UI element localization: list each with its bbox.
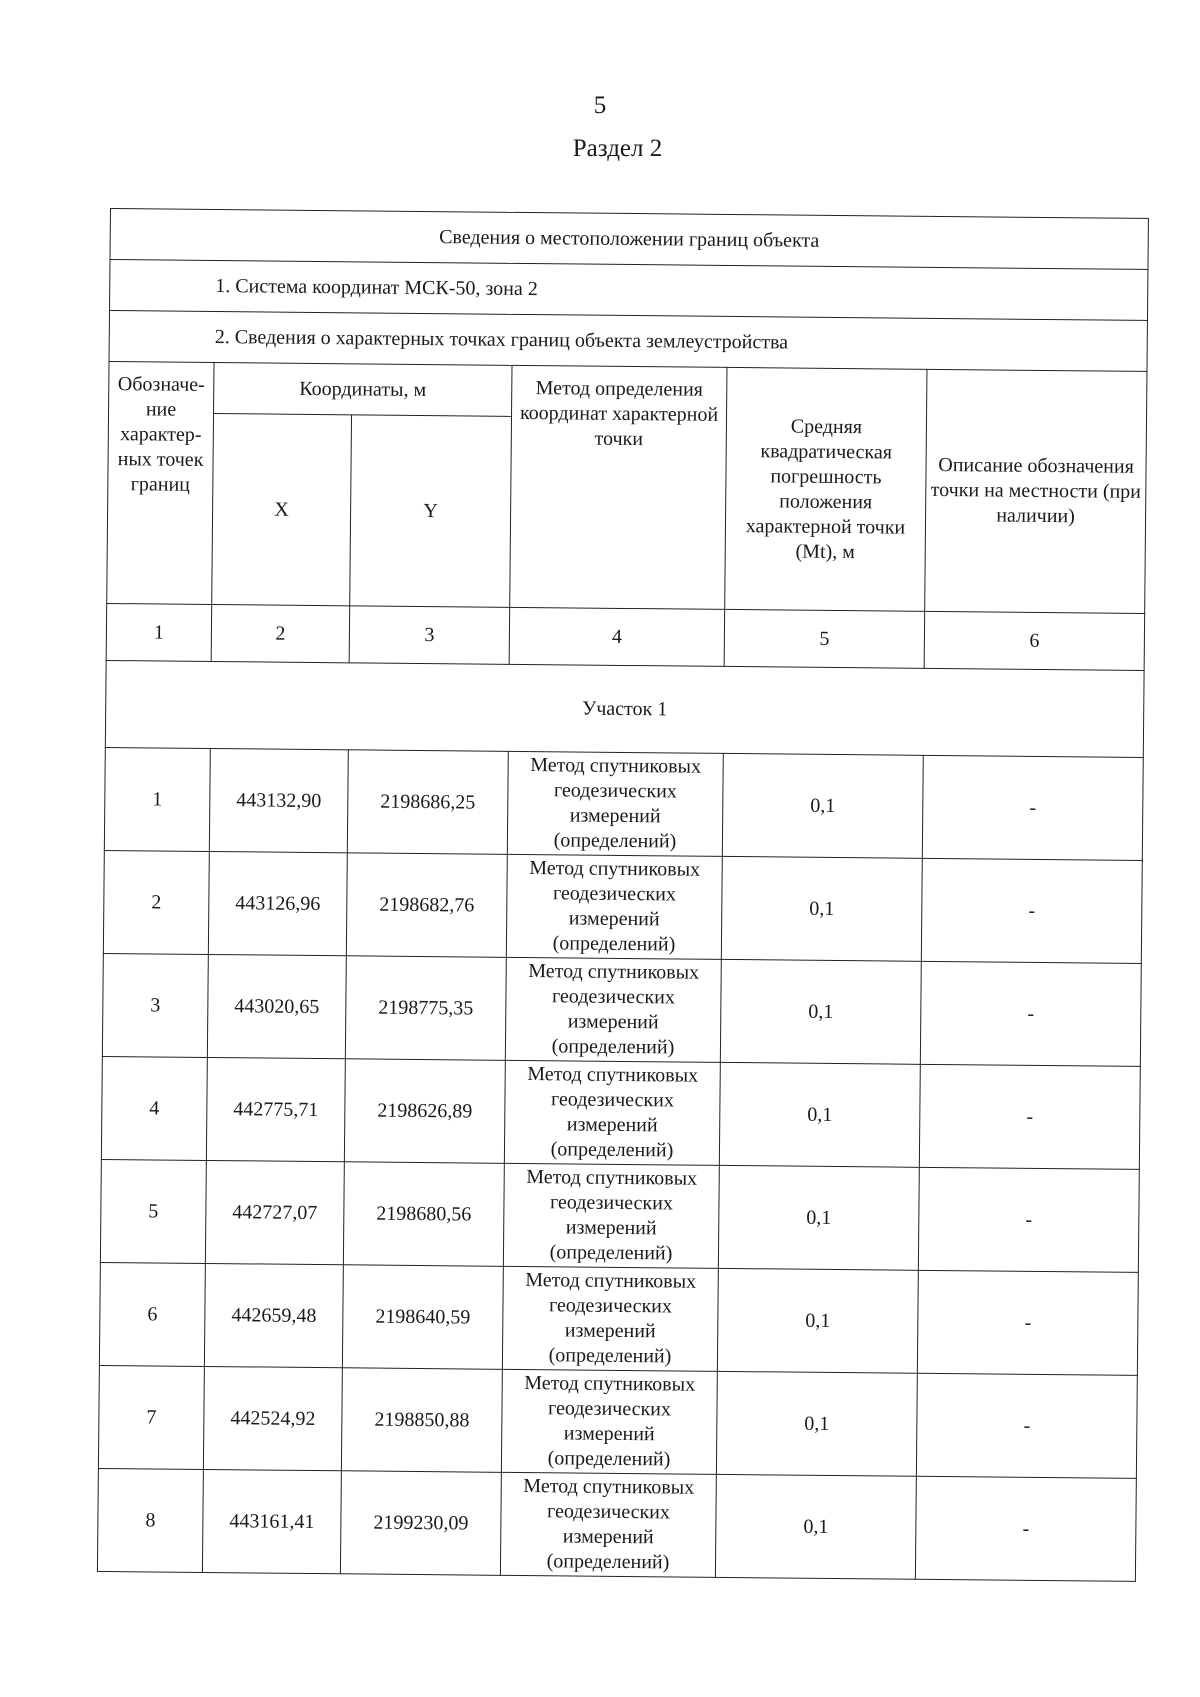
point-description: - bbox=[916, 1373, 1137, 1478]
point-number: 2 bbox=[103, 850, 209, 954]
point-y: 2198640,59 bbox=[342, 1265, 503, 1370]
column-numbers-row bbox=[106, 603, 1144, 670]
point-description: - bbox=[922, 755, 1143, 860]
point-y: 2198682,76 bbox=[346, 853, 507, 958]
table-row bbox=[100, 1159, 1139, 1272]
table-row bbox=[103, 850, 1142, 963]
column-number: 5 bbox=[724, 609, 925, 668]
point-method: Метод спутниковых геодезических измерений (определений) bbox=[504, 1060, 720, 1165]
point-y: 2199230,09 bbox=[340, 1471, 501, 1576]
point-x: 443020,65 bbox=[207, 954, 346, 1058]
point-y: 2198626,89 bbox=[344, 1059, 505, 1164]
column-number: 4 bbox=[509, 607, 725, 666]
point-mt: 0,1 bbox=[717, 1268, 918, 1373]
point-number: 6 bbox=[99, 1262, 205, 1366]
point-mt: 0,1 bbox=[719, 1062, 920, 1167]
point-method: Метод спутниковых геодезических измерений (определений) bbox=[506, 854, 722, 959]
column-number: 1 bbox=[106, 603, 212, 661]
table-row bbox=[104, 747, 1143, 860]
point-description: - bbox=[918, 1167, 1139, 1272]
table-row bbox=[99, 1262, 1138, 1375]
point-x: 442727,07 bbox=[205, 1160, 344, 1264]
point-number: 3 bbox=[102, 953, 208, 1057]
table-row bbox=[97, 1468, 1136, 1581]
point-y: 2198850,88 bbox=[341, 1368, 502, 1473]
parcel-label: Участок 1 bbox=[105, 660, 1144, 757]
header-method: Метод определения координат характерной точки bbox=[510, 365, 727, 609]
point-description: - bbox=[915, 1476, 1136, 1581]
section-title: Раздел 2 bbox=[572, 135, 663, 162]
point-x: 442524,92 bbox=[203, 1366, 342, 1470]
coordinate-system: 1. Система координат МСК-50, зона 2 bbox=[110, 260, 1148, 321]
point-method: Метод спутниковых геодезических измерений (определений) bbox=[503, 1163, 719, 1268]
point-mt: 0,1 bbox=[720, 959, 921, 1064]
point-x: 443132,90 bbox=[209, 748, 348, 852]
header-error: Средняя квадратическая погрешность положения характерной точки (Mt), м bbox=[725, 367, 927, 611]
point-x: 442775,71 bbox=[206, 1057, 345, 1161]
point-number: 1 bbox=[104, 747, 210, 851]
point-method: Метод спутниковых геодезических измерений (определений) bbox=[505, 957, 721, 1062]
point-y: 2198775,35 bbox=[345, 956, 506, 1061]
point-x: 442659,48 bbox=[204, 1263, 343, 1367]
point-mt: 0,1 bbox=[721, 856, 922, 961]
column-number: 3 bbox=[349, 606, 510, 665]
point-method: Метод спутниковых геодезических измерений (определений) bbox=[501, 1369, 717, 1474]
point-number: 5 bbox=[100, 1159, 206, 1263]
point-y: 2198686,25 bbox=[347, 750, 508, 855]
point-number: 7 bbox=[98, 1365, 204, 1469]
header-coordinates: Координаты, м bbox=[214, 363, 512, 417]
point-description: - bbox=[921, 858, 1142, 963]
points-section-title: 2. Сведения о характерных точках границ объекта землеустройства bbox=[109, 311, 1147, 372]
point-description: - bbox=[919, 1064, 1140, 1169]
point-mt: 0,1 bbox=[716, 1371, 917, 1476]
column-number: 6 bbox=[924, 611, 1145, 670]
table-row bbox=[98, 1365, 1137, 1478]
point-method: Метод спутниковых геодезических измерений (определений) bbox=[507, 751, 723, 856]
header-x: X bbox=[212, 414, 352, 606]
boundary-points-table bbox=[97, 208, 1149, 1582]
point-y: 2198680,56 bbox=[343, 1162, 504, 1267]
page-number: 5 bbox=[593, 92, 607, 119]
point-method: Метод спутниковых геодезических измерений (определений) bbox=[502, 1266, 718, 1371]
point-number: 4 bbox=[101, 1056, 207, 1160]
point-x: 443126,96 bbox=[208, 851, 347, 955]
point-mt: 0,1 bbox=[722, 753, 923, 858]
point-method: Метод спутниковых геодезических измерений (определений) bbox=[500, 1472, 716, 1577]
table-title: Сведения о местоположении границ объекта bbox=[110, 209, 1148, 270]
point-description: - bbox=[920, 961, 1141, 1066]
table-row bbox=[102, 953, 1141, 1066]
point-mt: 0,1 bbox=[718, 1165, 919, 1270]
column-number: 2 bbox=[211, 604, 350, 662]
table-row bbox=[101, 1056, 1140, 1169]
header-y: Y bbox=[350, 415, 512, 608]
point-x: 443161,41 bbox=[202, 1469, 341, 1573]
point-description: - bbox=[917, 1270, 1138, 1375]
point-mt: 0,1 bbox=[715, 1474, 916, 1579]
header-designation: Обозначе-ние характер-ных точек границ bbox=[107, 361, 214, 604]
point-number: 8 bbox=[97, 1468, 203, 1572]
header-description: Описание обозначения точки на местности (при наличии) bbox=[925, 369, 1147, 613]
